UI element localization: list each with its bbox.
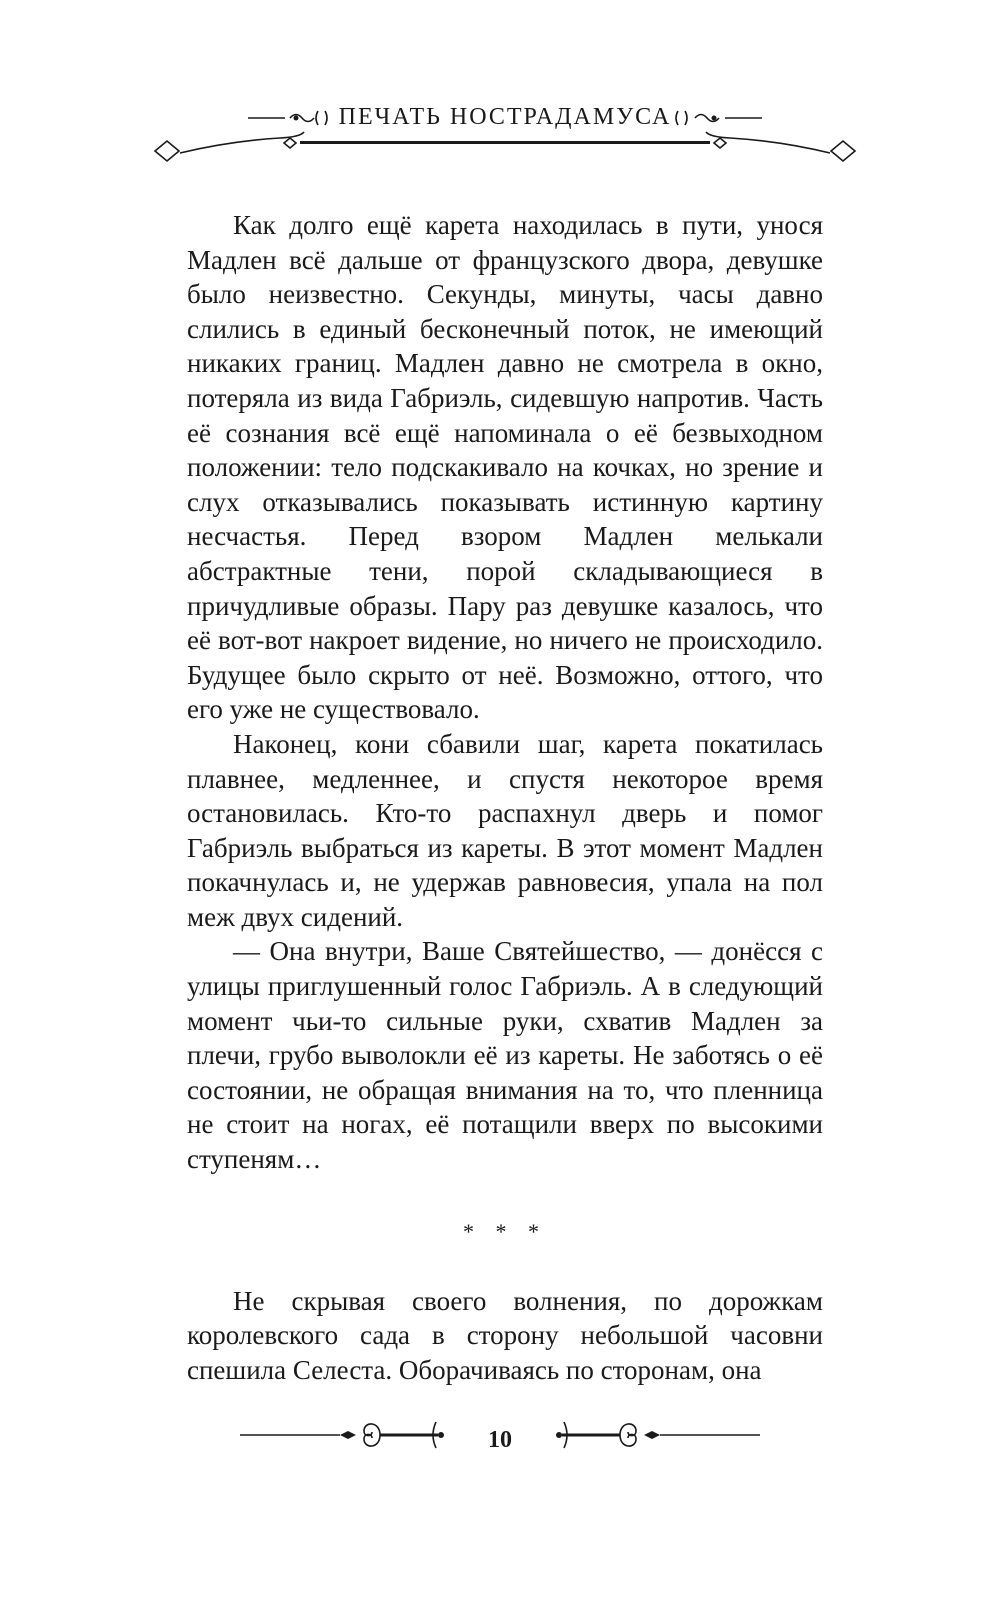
page-footer — [240, 1408, 760, 1478]
section-break: * * * — [463, 1218, 547, 1244]
page-body — [187, 208, 823, 1387]
paragraph: Наконец, кони сбавили шаг, карета покатилась плавнее, медленнее, и спустя некоторое время остановилась. Кто-то распахнул дверь и помог Габриэль выбраться из кареты. В этот момент Мадлен покачнулась и, не удержав равновесия, упала на пол меж двух сидений. — [187, 728, 823, 932]
page-number: 10 — [488, 1427, 512, 1453]
paragraph: Как долго ещё карета находилась в пути, унося Мадлен всё дальше от французского двора, девушке было неизвестно. Секунды, минуты, часы давно слились в единый бесконечный поток, не имеющий никаких границ. Мадлен давно не смотрела в окно, потеряла из вида Габриэль, сидевшую напротив. Часть её сознания всё ещё напоминала о её безвыходном положении: тело подскакивало на кочках, но зрение и слух отказывались показывать истинную картину несчастья. Перед взором Мадлен мелькали абстрактные тени, порой складывающиеся в причудливые образы. Пару раз девушке казалось, что её вот-вот накроет видение, но ничего не происходило. Будущее было скрыто от неё. Возможно, оттого, что его уже не существовало. — [187, 210, 823, 725]
paragraph: Не скрывая своего волнения, по дорожкам королевского сада в сторону небольшой часовни спешила Селеста. Оборачиваясь по сторонам, она — [187, 1285, 823, 1385]
paragraph: — Она внутри, Ваше Святейшество, — донёсся с улицы приглушенный голос Габриэль. А в следующий момент чьи-то сильные руки, схватив Мадлен за плечи, грубо выволокли её из кареты. Не заботясь о её состоянии, не обращая внимания на то, что пленница не стоит на ногах, её потащили вверх по высокими ступеням… — [187, 936, 823, 1175]
running-header — [150, 95, 860, 175]
running-title: ПЕЧАТЬ НОСТРАДАМУСА — [338, 104, 672, 130]
